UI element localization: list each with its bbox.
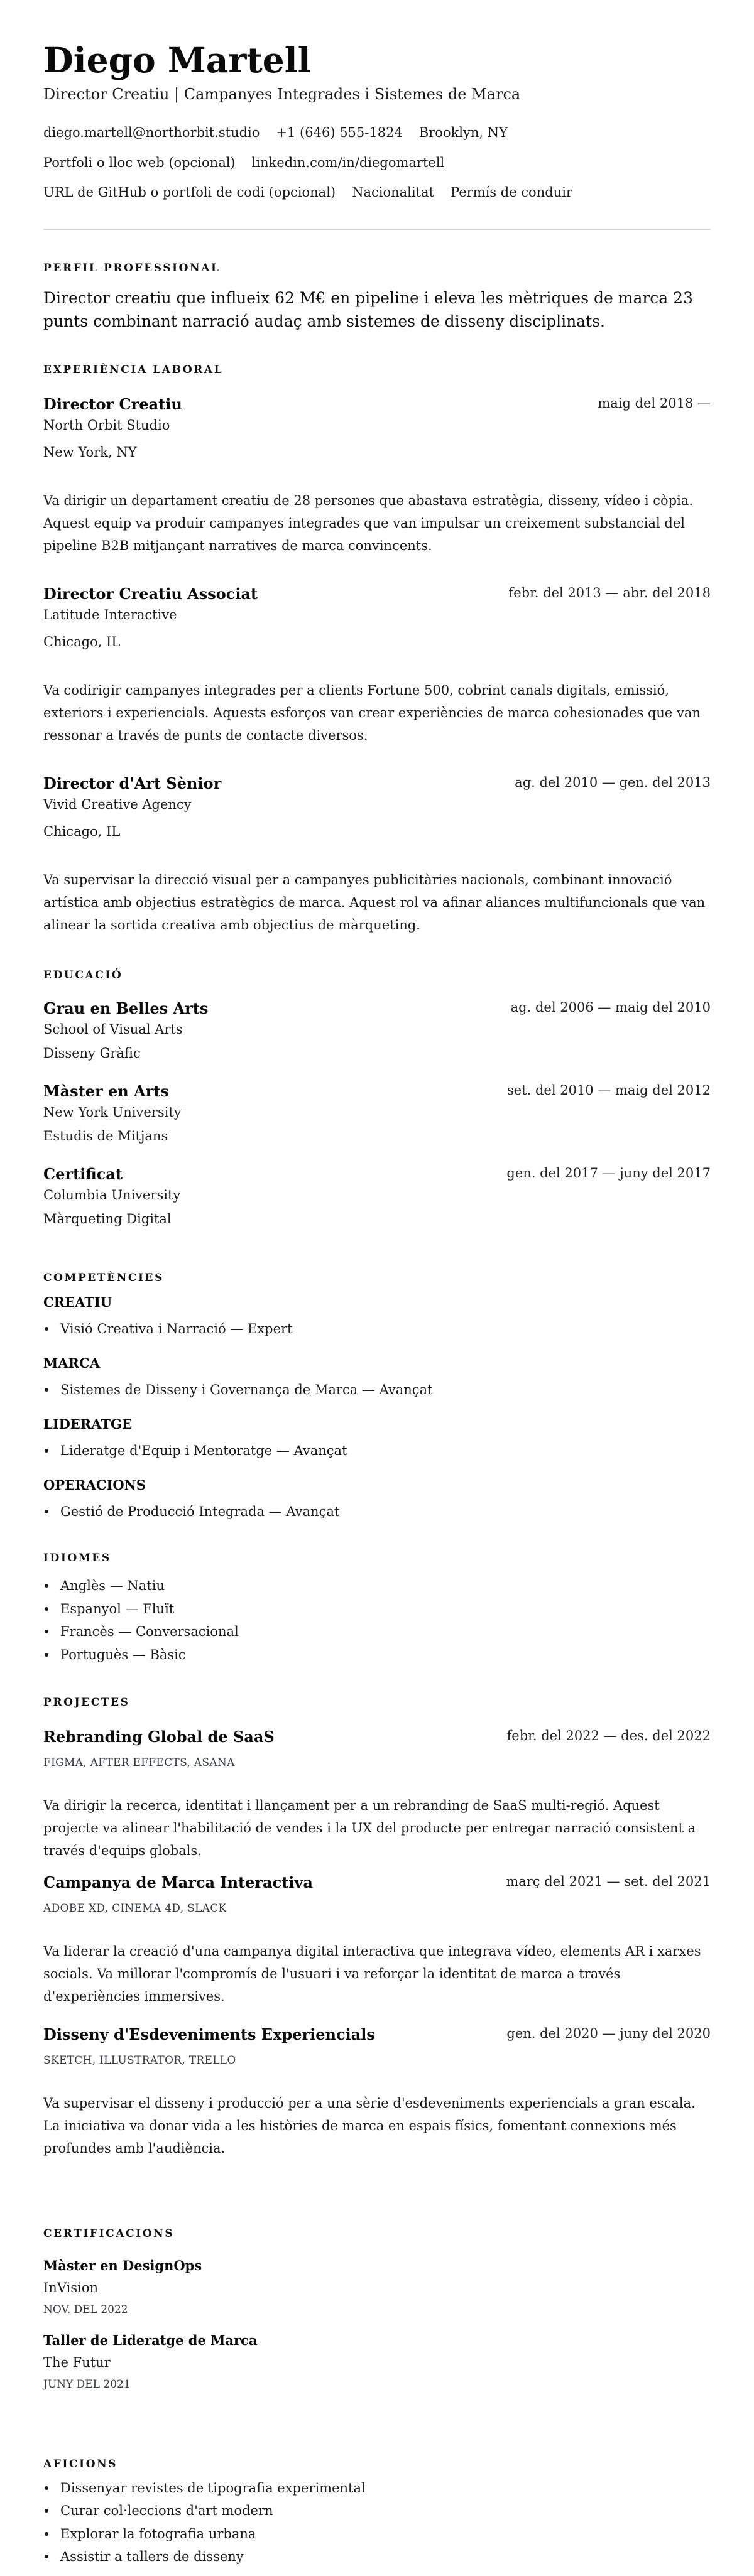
project-entry — [43, 1875, 711, 2013]
certification-entry — [43, 2334, 711, 2396]
contact-portfolio[interactable]: Portfoli o lloc web (opcional) — [43, 155, 236, 170]
section-heading-profile: PERFIL PROFESSIONAL — [43, 262, 221, 274]
job-dates: febr. del 2013 — abr. del 2018 — [508, 585, 711, 600]
degree-title: Grau en Belles Arts — [43, 999, 209, 1017]
project-entry — [43, 1729, 711, 1868]
hobby-item: Dissenyar revistes de tipografia experimental — [43, 2482, 366, 2495]
contact-github[interactable]: URL de GitHub o portfoli de codi (opcional) — [43, 185, 336, 200]
section-heading-skills: COMPETÈNCIES — [43, 1272, 164, 1284]
certification-date: NOV. DEL 2022 — [43, 2303, 128, 2316]
contact-linkedin[interactable]: linkedin.com/in/diegomartell — [251, 155, 445, 170]
language-item: Portuguès — Bàsic — [43, 1648, 186, 1662]
job-company: Vivid Creative Agency — [43, 797, 192, 812]
project-description: Va dirigir la recerca, identitat i llançament per a un rebranding de SaaS multi-regió. Aquest projecte va alinear l'habilitació de vendes i la UX del producte per entregar narració consistent a través d'equips globals. — [43, 1798, 696, 1858]
education-entry — [43, 1167, 711, 1230]
skill-item: Sistemes de Disseny i Governança de Marca — Avançat — [43, 1383, 433, 1397]
project-tech-stack: FIGMA, AFTER EFFECTS, ASANA — [43, 1756, 235, 1769]
section-heading-certifications: CERTIFICACIONS — [43, 2227, 175, 2240]
field-of-study: Estudis de Mitjans — [43, 1128, 168, 1144]
profile-summary: Director creatiu que influeix 62 M€ en pipeline i eleva les mètriques de marca 23 punts combinant narració audaç amb sistemes de disseny disciplinats. — [43, 289, 693, 330]
hobby-item: Explorar la fotografia urbana — [43, 2528, 256, 2541]
hobby-item: Assistir a tallers de disseny — [43, 2550, 244, 2563]
language-item: Francès — Conversacional — [43, 1625, 239, 1638]
project-description: Va supervisar el disseny i producció per a una sèrie d'esdeveniments experiencials a gran escala. La iniciativa va donar vida a les històries de marca en espais físics, fomentant connexions més profundes amb l'audiència. — [43, 2096, 696, 2156]
education-entry — [43, 1001, 711, 1064]
job-dates: ag. del 2010 — gen. del 2013 — [515, 775, 711, 790]
project-tech-stack: SKETCH, ILLUSTRATOR, TRELLO — [43, 2054, 236, 2067]
candidate-name: Diego Martell — [43, 40, 311, 80]
job-description: Va codirigir campanyes integrades per a clients Fortune 500, cobrint canals digitals, emissió, exteriors i experiencials. Aquests esforços van crear experiències de marca cohesionades que van ressonar a través de punts de contacte diversos. — [43, 683, 701, 743]
contact-email[interactable]: diego.martell@northorbit.studio — [43, 125, 260, 140]
education-dates: set. del 2010 — maig del 2012 — [506, 1083, 711, 1098]
skill-group-title: OPERACIONS — [43, 1477, 146, 1493]
certification-title: Màster en DesignOps — [43, 2258, 202, 2273]
project-dates: febr. del 2022 — des. del 2022 — [506, 1728, 711, 1743]
project-entry — [43, 2027, 711, 2165]
contact-phone[interactable]: +1 (646) 555-1824 — [276, 125, 403, 140]
education-dates: gen. del 2017 — juny del 2017 — [506, 1166, 711, 1181]
job-location: Chicago, IL — [43, 824, 121, 839]
experience-entry — [43, 587, 711, 756]
contact-location: Brooklyn, NY — [418, 125, 508, 140]
experience-entry — [43, 397, 711, 566]
certification-date: JUNY DEL 2021 — [43, 2378, 131, 2391]
experience-entry — [43, 776, 711, 946]
project-description: Va liderar la creació d'una campanya digital interactiva que integrava vídeo, elements AR i xarxes socials. Va millorar l'compromís de l'usuari i va reforçar la identitat de marca a través d'experiències immersives. — [43, 1944, 701, 2004]
section-heading-education: EDUCACIÓ — [43, 969, 123, 982]
skill-group-title: LIDERATGE — [43, 1416, 132, 1432]
skill-item: Gestió de Producció Integrada — Avançat — [43, 1505, 339, 1518]
certification-issuer: InVision — [43, 2280, 98, 2295]
job-location: New York, NY — [43, 445, 137, 460]
job-title: Director d'Art Sènior — [43, 774, 222, 793]
skill-group-title: CREATIU — [43, 1294, 112, 1310]
section-heading-experience: EXPERIÈNCIA LABORAL — [43, 364, 224, 376]
project-title: Campanya de Marca Interactiva — [43, 1873, 313, 1891]
skill-item: Lideratge d'Equip i Mentoratge — Avançat — [43, 1444, 347, 1458]
contact-row-1 — [43, 126, 508, 139]
education-dates: ag. del 2006 — maig del 2010 — [510, 1000, 711, 1015]
hobby-item: Curar col·leccions d'art modern — [43, 2504, 273, 2518]
field-of-study: Màrqueting Digital — [43, 1211, 172, 1226]
degree-title: Certificat — [43, 1165, 123, 1183]
certification-issuer: The Futur — [43, 2355, 111, 2370]
candidate-headline: Director Creatiu | Campanyes Integrades i Sistemes de Marca — [43, 85, 521, 103]
project-dates: gen. del 2020 — juny del 2020 — [506, 2026, 711, 2041]
certification-title: Taller de Lideratge de Marca — [43, 2332, 258, 2348]
section-heading-hobbies: AFICIONS — [43, 2458, 118, 2470]
project-dates: març del 2021 — set. del 2021 — [506, 1874, 711, 1889]
section-heading-languages: IDIOMES — [43, 1552, 111, 1564]
field-of-study: Disseny Gràfic — [43, 1046, 141, 1061]
skill-group-title: MARCA — [43, 1355, 100, 1371]
language-item: Espanyol — Fluït — [43, 1603, 174, 1616]
job-company: North Orbit Studio — [43, 418, 170, 433]
skill-item: Visió Creativa i Narració — Expert — [43, 1323, 292, 1336]
contact-row-3 — [43, 186, 572, 199]
job-dates: maig del 2018 — — [598, 396, 711, 411]
school-name: Columbia University — [43, 1188, 181, 1203]
certification-entry — [43, 2259, 711, 2322]
project-title: Disseny d'Esdeveniments Experiencials — [43, 2025, 375, 2043]
job-company: Latitude Interactive — [43, 607, 177, 622]
header-divider — [43, 229, 711, 230]
language-item: Anglès — Natiu — [43, 1579, 165, 1593]
job-description: Va dirigir un departament creatiu de 28 persones que abastava estratègia, disseny, vídeo i còpia. Aquest equip va produir campanyes integrades que van impulsar un creixement substancial del pipeline B2B mitjançant narratives de marca convincents. — [43, 493, 693, 553]
contact-driving-license: Permís de conduir — [451, 185, 572, 200]
degree-title: Màster en Arts — [43, 1082, 169, 1100]
education-entry — [43, 1084, 711, 1147]
contact-row-2 — [43, 156, 444, 170]
project-title: Rebranding Global de SaaS — [43, 1728, 275, 1746]
section-heading-projects: PROJECTES — [43, 1696, 130, 1709]
job-title: Director Creatiu — [43, 395, 182, 413]
school-name: School of Visual Arts — [43, 1022, 183, 1037]
school-name: New York University — [43, 1105, 182, 1120]
job-title: Director Creatiu Associat — [43, 585, 258, 603]
job-location: Chicago, IL — [43, 634, 121, 649]
contact-nationality: Nacionalitat — [352, 185, 435, 200]
project-tech-stack: ADOBE XD, CINEMA 4D, SLACK — [43, 1902, 227, 1915]
job-description: Va supervisar la direcció visual per a campanyes publicitàries nacionals, combinant innovació artística amb objectius estratègics de marca. Aquest rol va afinar aliances multifuncionals que van alinear la sortida creativa amb objectius de màrqueting. — [43, 872, 706, 933]
